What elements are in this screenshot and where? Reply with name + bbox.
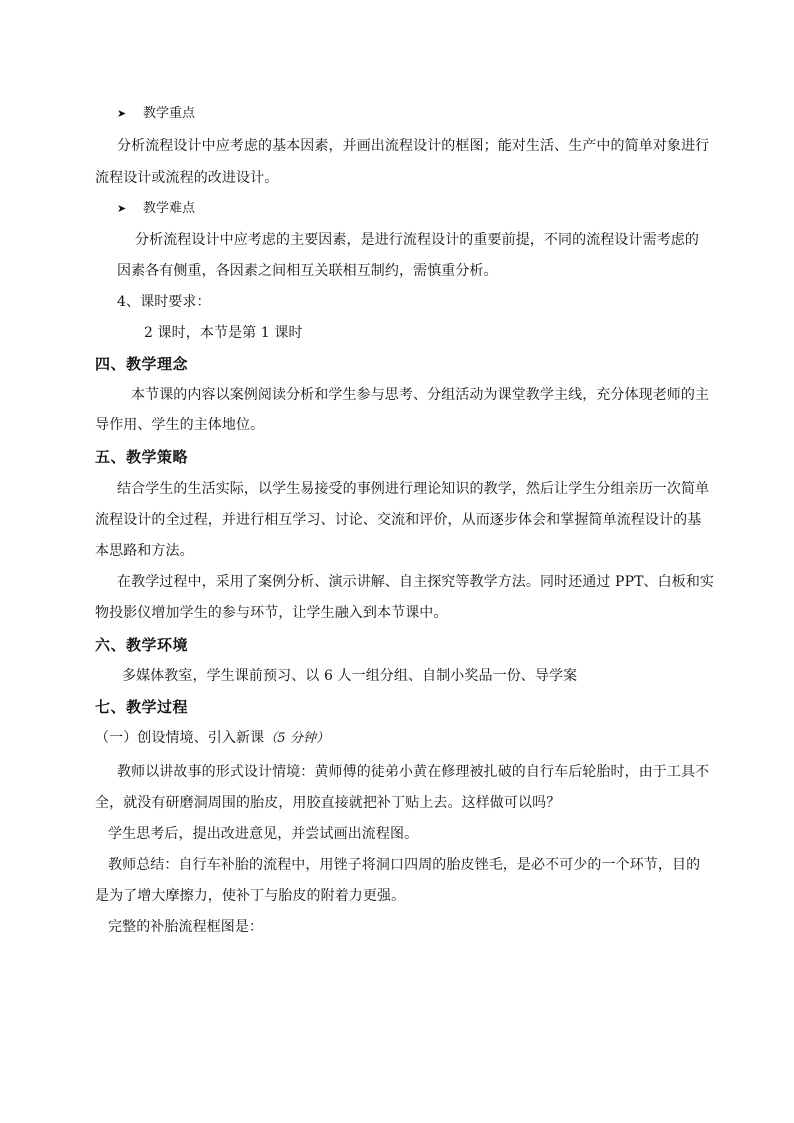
process-subsection-1-label: （一）创设情境、引入新课 bbox=[95, 730, 265, 746]
philosophy-text-line-2: 导作用、学生的主体地位。 bbox=[95, 417, 265, 433]
environment-heading: 六、教学环境 bbox=[95, 636, 189, 654]
environment-text-line-1: 多媒体教室，学生课前预习、以 6 人一组分组、自制小奖品一份、导学案 bbox=[122, 668, 578, 684]
hours-label: 4、课时要求： bbox=[117, 294, 211, 310]
process-p2-line-1: 学生思考后，提出改进意见，并尝试画出流程图。 bbox=[108, 826, 419, 842]
process-heading: 七、教学过程 bbox=[95, 698, 189, 716]
strategy-p1-line-2: 流程设计的全过程，并进行相互学习、讨论、交流和评价，从而逐步体会和掌握简单流程设计的基 bbox=[95, 512, 702, 528]
key-points-text-line-2: 流程设计或流程的改进设计。 bbox=[95, 170, 279, 186]
process-p1-line-2: 全，就没有研磨洞周围的胎皮，用胶直接就把补丁贴上去。这样做可以吗？ bbox=[95, 795, 561, 811]
arrowhead-right-icon: ➤ bbox=[117, 107, 127, 120]
difficulties-text-line-1: 分析流程设计中应考虑的主要因素，是进行流程设计的重要前提，不同的流程设计需考虑的 bbox=[135, 232, 699, 248]
process-p1-line-1: 教师以讲故事的形式设计情境：黄师傅的徒弟小黄在修理被扎破的自行车后轮胎时，由于工具不 bbox=[117, 764, 710, 780]
strategy-p2-line-2: 物投影仪增加学生的参与环节，让学生融入到本节课中。 bbox=[95, 605, 448, 621]
process-p3-line-2: 是为了增大摩擦力，使补丁与胎皮的附着力更强。 bbox=[95, 888, 406, 904]
key-points-label: 教学重点 bbox=[143, 106, 196, 121]
difficulties-text-line-2: 因素各有侧重，各因素之间相互关联相互制约，需慎重分析。 bbox=[117, 263, 498, 279]
hours-value: 2 课时，本节是第 1 课时 bbox=[144, 325, 303, 341]
key-points-bullet-row bbox=[117, 105, 195, 123]
arrowhead-right-icon: ➤ bbox=[117, 202, 127, 215]
strategy-heading: 五、教学策略 bbox=[95, 448, 189, 466]
process-p4-line-1: 完整的补胎流程框图是： bbox=[108, 919, 264, 935]
difficulties-bullet-row bbox=[117, 200, 195, 218]
process-p3-line-1: 教师总结：自行车补胎的流程中，用锉子将洞口四周的胎皮锉毛，是必不可少的一个环节，目的 bbox=[108, 857, 701, 873]
philosophy-heading: 四、教学理念 bbox=[95, 355, 189, 373]
strategy-p1-line-3: 本思路和方法。 bbox=[95, 543, 194, 559]
philosophy-text-line-1: 本节课的内容以案例阅读分析和学生参与思考、分组活动为课堂教学主线，充分体现老师的主 bbox=[131, 387, 710, 403]
strategy-p2-line-1: 在教学过程中，采用了案例分析、演示讲解、自主探究等教学方法。同时还通过 PPT、白板和实 bbox=[117, 574, 715, 590]
process-subsection-1 bbox=[95, 729, 707, 748]
key-points-text-line-1: 分析流程设计中应考虑的基本因素，并画出流程设计的框图；能对生活、生产中的简单对象进行 bbox=[117, 138, 710, 154]
difficulties-label: 教学难点 bbox=[143, 201, 196, 216]
process-subsection-1-time: （5 分钟） bbox=[264, 731, 330, 746]
strategy-p1-line-1: 结合学生的生活实际，以学生易接受的事例进行理论知识的教学，然后让学生分组亲历一次简单 bbox=[117, 481, 710, 497]
